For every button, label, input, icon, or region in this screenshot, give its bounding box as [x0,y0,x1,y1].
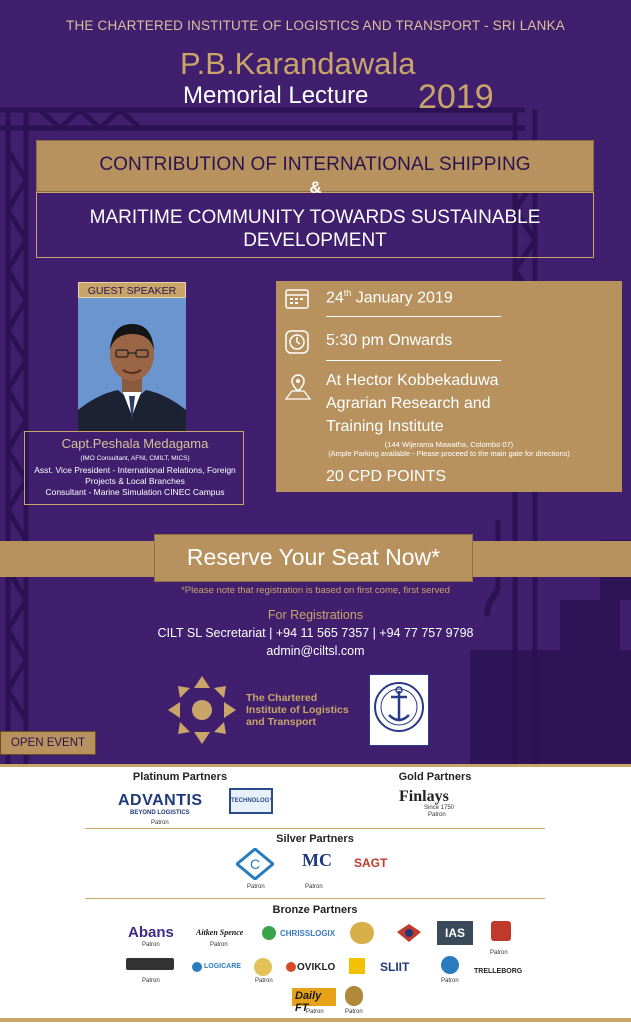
topic-box [36,192,594,258]
organization-name: THE CHARTERED INSTITUTE OF LOGISTICS AND TRANSPORT - SRI LANKA [66,18,565,33]
open-event-label: OPEN EVENT [10,737,86,749]
advantis-tagline: BEYOND LOGISTICS [130,810,190,816]
navy-crest-logo [345,986,363,1006]
patron-label: Patron [428,812,446,818]
patron-label: Patron [142,942,160,948]
platinum-partners-heading: Platinum Partners [132,771,228,783]
topic-line-2: MARITIME COMMUNITY TOWARDS SUSTAINABLE [89,207,541,228]
ias-logo [437,921,473,945]
calendar-icon [284,286,310,315]
speaker-role-2: Projects & Local Branches [85,476,185,486]
silver-partners-heading: Silver Partners [276,833,354,845]
partners-section [0,764,631,1024]
time-divider [326,360,501,361]
venue-line-2: Agrarian Research and [326,395,491,412]
cilt-name-line-3: and Transport [246,716,317,728]
cilt-name-line-1: The Chartered [246,692,318,704]
cilt-name-line-2: Institute of Logistics [246,704,349,716]
patron-label: Patron [151,820,169,826]
venue-line-1: At Hector Kobbekaduwa [326,372,499,389]
svg-text:C: C [249,856,261,872]
patron-label: Patron [255,978,273,984]
speaker-role-1: Asst. Vice President - International Relations, Foreign [34,465,236,475]
patron-label: Patron [305,884,323,890]
guest-speaker-badge: GUEST SPEAKER [78,282,186,298]
reserve-seat-label[interactable]: Reserve Your Seat Now* [186,544,441,570]
event-time: 5:30 pm Onwards [326,332,453,349]
chrisslogix-icon [262,926,276,940]
partners-bottom-border [0,1018,631,1022]
patron-label: Patron [142,978,160,984]
naval-badge-logo [395,922,423,944]
daily-ft-logo-text: Daily FT [295,990,322,1014]
registration-contact: CILT SL Secretariat | +94 11 565 7357 | +94 77 757 9798 [157,626,474,640]
trelleborg-logo: TRELLEBORG [474,968,523,975]
topic-line-3: DEVELOPMENT [243,230,387,251]
registration-email[interactable]: admin@ciltsl.com [266,644,365,658]
technology-logo-text: TECHNOLOGY [231,798,274,804]
patron-label: Patron [345,1009,363,1015]
lecture-year: 2019 [418,78,494,116]
chrisslogix-logo: CHRISSLOGIX [280,929,336,938]
aitken-spence-logo: Aitken Spence [196,928,244,937]
registration-note: *Please note that registration is based on first come, first served [181,585,450,596]
registration-heading: For Registrations [267,608,364,622]
technology-logo [229,788,273,814]
red-badge-logo [491,921,511,941]
bronze-partners-heading: Bronze Partners [272,904,358,916]
open-event-badge [0,731,96,755]
event-venue [326,369,499,438]
date-divider [326,316,501,317]
cilt-logo-text [246,692,376,728]
finlays-logo: Finlays [399,788,449,805]
sliit-logo: SLIIT [380,960,410,974]
patron-label: Patron [441,978,459,984]
sagt-logo: SAGT [354,856,388,870]
lecture-title-name: P.B.Karandawala [180,46,416,81]
lecture-title-subtitle: Memorial Lecture [183,82,369,109]
advantis-logo: ADVANTIS [118,792,203,809]
oviklo-logo: OVIKLO [297,962,336,973]
abans-logo: Abans [128,924,174,941]
master-mariners-seal [369,674,429,746]
event-date: 24th January 2019 [326,288,453,307]
separator-platinum [85,828,545,829]
silver-logo-c [236,848,274,885]
parking-note: (Ample Parking available - Please proceed to the main gate for directions) [328,449,570,458]
topic-ampersand: & [309,178,322,197]
patron-label: Patron [210,942,228,948]
clock-icon [284,329,310,360]
crest-logo [350,922,374,944]
gold-partners-heading: Gold Partners [398,771,472,783]
patron-label: Patron [490,950,508,956]
speaker-photo [78,298,186,431]
ias-logo-text: IAS [444,926,465,940]
patron-label: Patron [247,884,265,890]
finlays-since: Since 1750 [424,805,455,811]
speaker-role-3: Consultant - Marine Simulation CINEC Campus [45,487,225,497]
topic-line-1: CONTRIBUTION OF INTERNATIONAL SHIPPING [99,154,531,175]
yellow-badge-logo [349,958,365,974]
venue-address: (144 Wijerama Mawatha, Colombo 07) [384,440,514,449]
speaker-credentials: (IMO Consultant, AFNI, CMILT, MICS) [80,455,190,462]
speaker-roles [0,465,270,498]
oviklo-icon [286,962,296,972]
venue-line-3: Training Institute [326,418,444,435]
event-details-panel [276,281,622,492]
patron-label: Patron [306,1009,324,1015]
shipping-logo [126,958,174,970]
logicare-logo: LOGICARE [204,963,241,970]
emblem-logo [254,958,272,976]
separator-silver [85,898,545,899]
logicare-icon [192,962,202,972]
partners-top-border [0,764,631,767]
map-pin-icon [284,371,312,408]
cilt-logo-icon [166,674,238,751]
mc-logo: MC [302,850,332,870]
cpd-points: 20 CPD POINTS [326,468,447,485]
speaker-name: Capt.Peshala Medagama [61,436,209,451]
globe-logo [441,956,459,974]
